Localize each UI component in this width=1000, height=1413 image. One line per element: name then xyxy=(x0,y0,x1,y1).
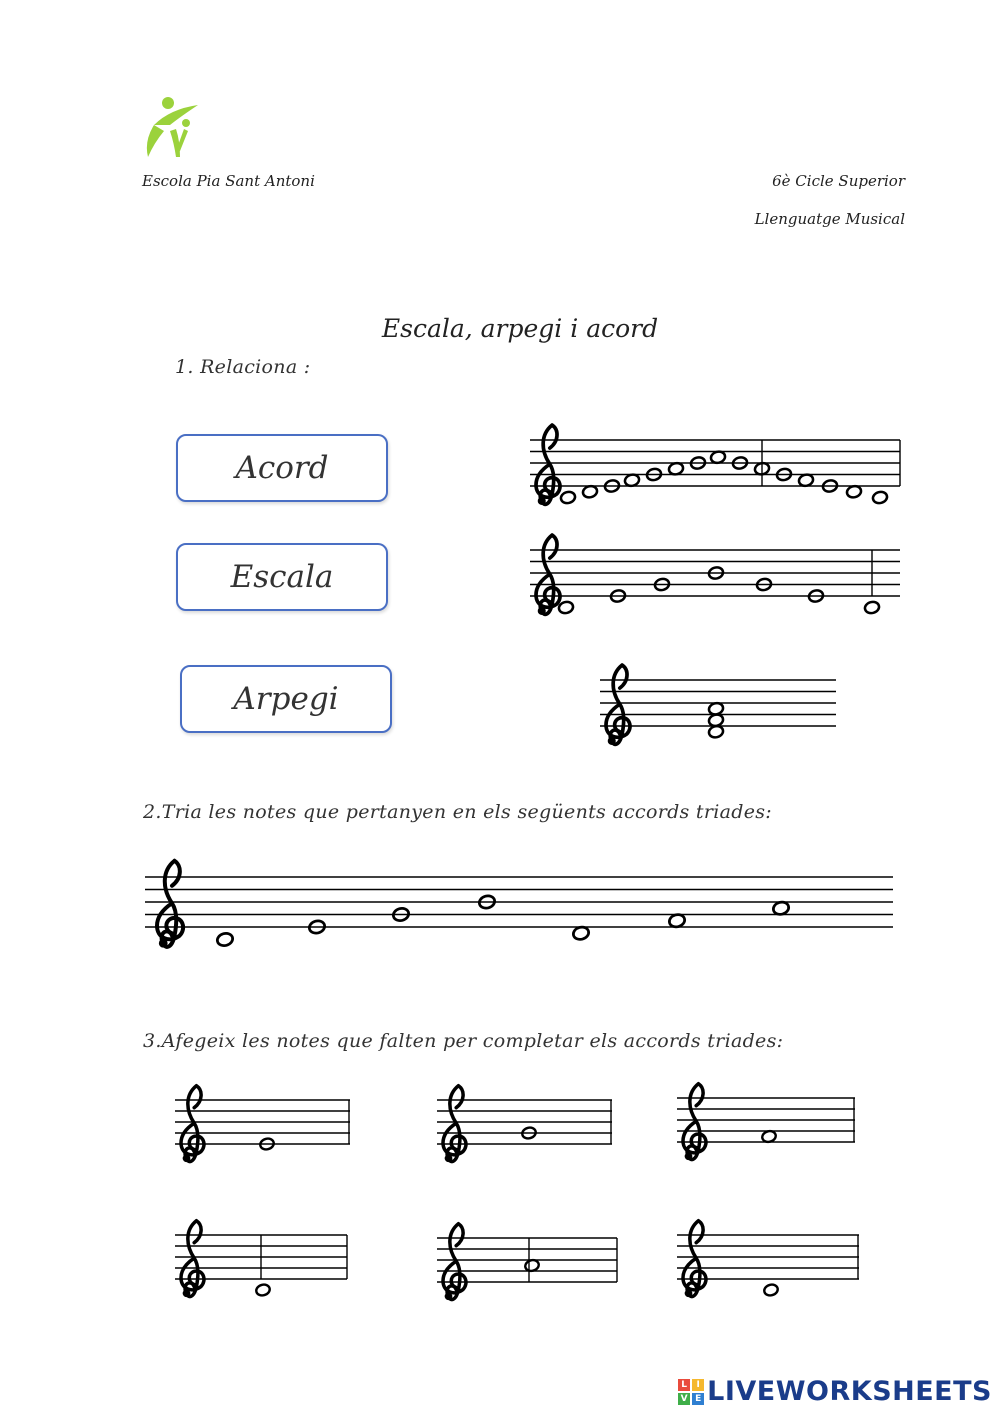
match-box-arpegi[interactable]: Arpegi xyxy=(180,665,392,733)
question-2-label: 2.Tria les notes que pertanyen en els següents accords triades: xyxy=(143,801,773,823)
match-box-acord[interactable]: Acord xyxy=(176,434,388,502)
treble-clef-icon xyxy=(536,425,560,505)
treble-clef-icon xyxy=(683,1221,706,1297)
whole-note xyxy=(255,1283,271,1297)
staff-q1-b[interactable] xyxy=(530,530,910,620)
staff-q3-6[interactable] xyxy=(677,1215,862,1310)
whole-note xyxy=(763,1283,779,1297)
whole-note xyxy=(872,490,889,504)
whole-note xyxy=(668,462,685,476)
staff-q1-c[interactable] xyxy=(600,660,850,750)
page-title: Escala, arpegi i acord xyxy=(381,314,659,343)
whole-note xyxy=(864,600,881,614)
staff-q3-1[interactable] xyxy=(175,1080,360,1175)
whole-note xyxy=(668,913,686,929)
school-logo-icon xyxy=(140,95,202,160)
liveworksheets-brand: LIVEWORKSHEETS xyxy=(707,1376,992,1407)
treble-clef-icon xyxy=(606,665,630,745)
whole-note xyxy=(560,490,577,504)
liveworksheets-logo xyxy=(678,1376,992,1407)
school-name: Escola Pia Sant Antoni xyxy=(142,172,315,190)
treble-clef-icon xyxy=(181,1086,204,1162)
question-1-label: 1. Relaciona : xyxy=(175,356,311,378)
whole-note xyxy=(798,473,815,487)
staff-q3-2[interactable] xyxy=(437,1080,622,1175)
staff-q3-3[interactable] xyxy=(677,1076,862,1171)
treble-clef-icon xyxy=(536,535,560,615)
subject-label: Llenguatge Musical xyxy=(754,210,905,228)
treble-clef-icon xyxy=(157,861,183,948)
whole-note xyxy=(710,450,727,464)
whole-note xyxy=(216,932,234,948)
question-3-label: 3.Afegeix les notes que falten per completar els accords triades: xyxy=(143,1030,784,1052)
whole-note xyxy=(772,900,790,916)
staff-q2[interactable] xyxy=(145,850,905,960)
whole-note xyxy=(572,925,590,941)
match-box-escala[interactable]: Escala xyxy=(176,543,388,611)
treble-clef-icon xyxy=(443,1224,466,1300)
staff-q1-a[interactable] xyxy=(530,420,910,510)
whole-note xyxy=(624,473,641,487)
liveworksheets-cubes-icon: L I V E xyxy=(678,1379,704,1405)
staff-q3-4[interactable] xyxy=(175,1215,360,1310)
school-logo xyxy=(140,95,202,160)
treble-clef-icon xyxy=(443,1086,466,1162)
whole-note xyxy=(708,702,725,716)
treble-clef-icon xyxy=(181,1221,204,1297)
staff-q3-5[interactable] xyxy=(437,1218,622,1313)
whole-note xyxy=(846,485,863,499)
whole-note xyxy=(582,485,599,499)
treble-clef-icon xyxy=(683,1084,706,1160)
course-label: 6è Cicle Superior xyxy=(772,172,905,190)
